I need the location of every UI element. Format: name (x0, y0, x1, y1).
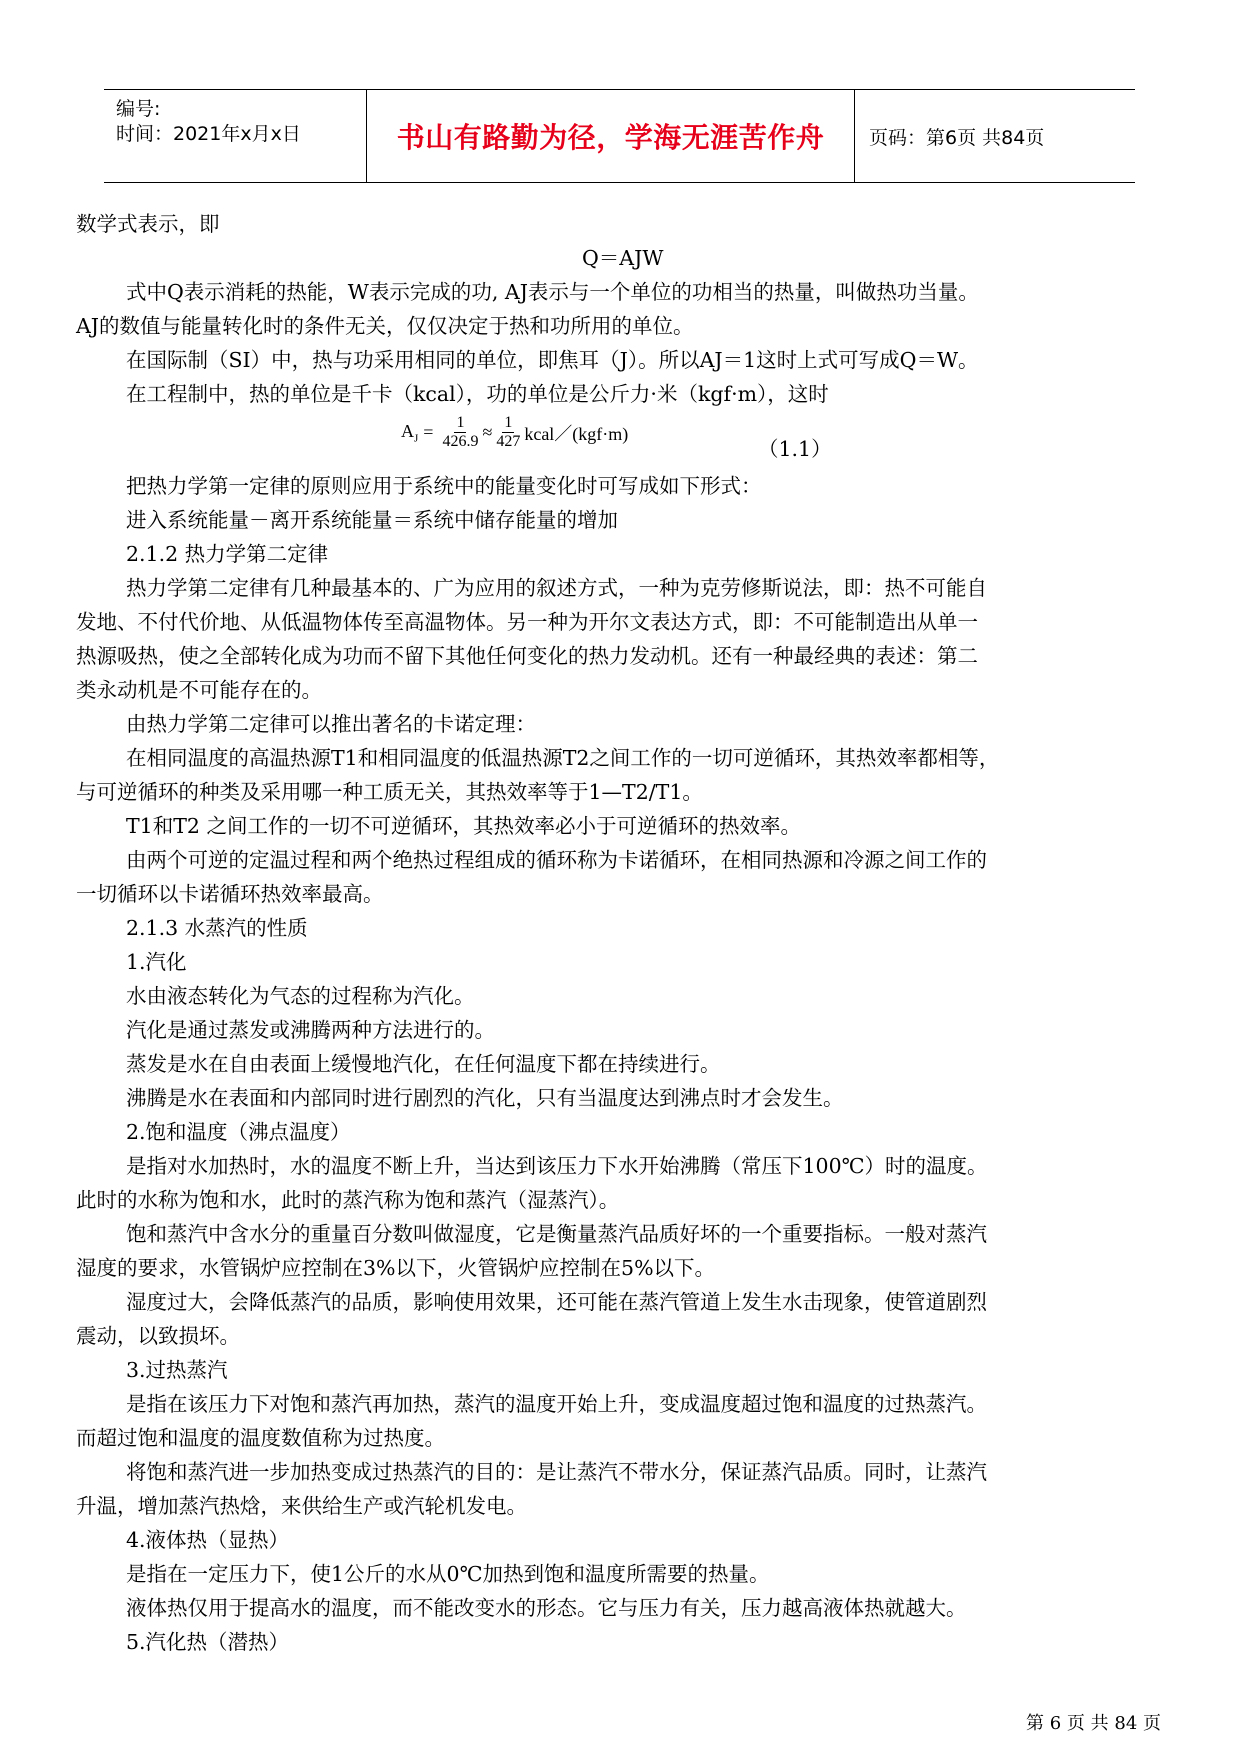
paragraph-line: 在工程制中，热的单位是千卡（kcal），功的单位是公斤力·米（kgf·m），这时 (126, 382, 829, 406)
document-time-label: 时间：2021年x月x日 (116, 123, 301, 145)
paragraph-line: 汽化是通过蒸发或沸腾两种方法进行的。 (126, 1018, 495, 1042)
paragraph-line: 而超过饱和温度的温度数值称为过热度。 (76, 1426, 445, 1450)
paragraph-line: 由两个可逆的定温过程和两个绝热过程组成的循环称为卡诺循环，在相同热源和冷源之间工作的 (126, 848, 987, 872)
paragraph-line: T1和T2 之间工作的一切不可逆循环，其热效率必小于可逆循环的热效率。 (126, 814, 801, 838)
paragraph-line: 此时的水称为饱和水，此时的蒸汽称为饱和蒸汽（湿蒸汽）。 (76, 1188, 620, 1212)
paragraph-line: 热力学第二定律有几种最基本的、广为应用的叙述方式，一种为克劳修斯说法，即：热不可能自 (126, 576, 987, 600)
document-number-label: 编号: (116, 98, 161, 120)
page-footer: 第 6 页 共 84 页 (1026, 1713, 1161, 1734)
formula-approx: ≈ (482, 422, 493, 442)
header-motto-cell (367, 90, 855, 182)
paragraph-line: 是指对水加热时，水的温度不断上升，当达到该压力下水开始沸腾（常压下100℃）时的温度。 (126, 1154, 988, 1178)
paragraph-line: 是指在该压力下对饱和蒸汽再加热，蒸汽的温度开始上升，变成温度超过饱和温度的过热蒸汽。 (126, 1392, 987, 1416)
paragraph-line: 数学式表示，即 (76, 212, 220, 236)
header-page-label: 页码：第6页 共84页 (869, 126, 1045, 149)
paragraph-line: 式中Q表示消耗的热能，W表示完成的功, AJ表示与一个单位的功相当的热量，叫做热功当量。 (126, 280, 979, 304)
formula-unit: kcal／(kgf·m) (524, 423, 629, 444)
paragraph-line: 是指在一定压力下，使1公斤的水从0℃加热到饱和温度所需要的热量。 (126, 1562, 770, 1586)
paragraph-line: 发地、不付代价地、从低温物体传至高温物体。另一种为开尔文表达方式，即：不可能制造出从单一 (76, 610, 978, 634)
page-header (104, 89, 1135, 183)
formula-number: （1.1） (758, 437, 832, 461)
header-motto: 书山有路勤为径，学海无涯苦作舟 (396, 121, 825, 154)
paragraph-line: 沸腾是水在表面和内部同时进行剧烈的汽化，只有当温度达到沸点时才会发生。 (126, 1086, 844, 1110)
section-heading: 2.1.2 热力学第二定律 (126, 542, 329, 566)
subsection-heading: 3.过热蒸汽 (126, 1358, 228, 1382)
paragraph-line: 一切循环以卡诺循环热效率最高。 (76, 882, 384, 906)
paragraph-line: 由热力学第二定律可以推出著名的卡诺定理： (126, 712, 536, 736)
paragraph-line: 水由液态转化为气态的过程称为汽化。 (126, 984, 475, 1008)
formula-lhs: $A_J$ (401, 420, 419, 445)
paragraph-line: 进入系统能量－离开系统能量＝系统中储存能量的增加 (126, 508, 618, 532)
paragraph-line: 蒸发是水在自由表面上缓慢地汽化，在任何温度下都在持续进行。 (126, 1052, 721, 1076)
subsection-heading: 4.液体热（显热） (126, 1528, 290, 1552)
paragraph-line: 与可逆循环的种类及采用哪一种工质无关，其热效率等于1—T2/T1。 (76, 780, 703, 804)
subsection-heading: 1.汽化 (126, 950, 187, 974)
paragraph-line: 震动，以致损坏。 (76, 1324, 240, 1348)
heat-work-equivalent-formula: $A_J$ = $\frac{1}{426.9}$ ≈ $\frac{1}{427}$ kcal／(kgf·m) (401, 414, 629, 450)
paragraph-line: 饱和蒸汽中含水分的重量百分数叫做湿度，它是衡量蒸汽品质好坏的一个重要指标。一般对蒸汽 (126, 1222, 987, 1246)
subsection-heading: 5.汽化热（潜热） (126, 1630, 290, 1654)
header-page-cell (855, 90, 1135, 182)
header-info-cell (104, 90, 367, 182)
paragraph-line: 液体热仅用于提高水的温度，而不能改变水的形态。它与压力有关，压力越高液体热就越大。 (126, 1596, 967, 1620)
paragraph-line: 热源吸热，使之全部转化成为功而不留下其他任何变化的热力发动机。还有一种最经典的表述：第二 (76, 644, 978, 668)
formula-q-ajw: Q＝AJW (582, 246, 664, 270)
paragraph-line: 把热力学第一定律的原则应用于系统中的能量变化时可写成如下形式： (126, 474, 762, 498)
subsection-heading: 2.饱和温度（沸点温度） (126, 1120, 351, 1144)
paragraph-line: 将饱和蒸汽进一步加热变成过热蒸汽的目的：是让蒸汽不带水分，保证蒸汽品质。同时，让蒸汽 (126, 1460, 987, 1484)
paragraph-line: AJ的数值与能量转化时的条件无关，仅仅决定于热和功所用的单位。 (76, 314, 694, 338)
paragraph-line: 在相同温度的高温热源T1和相同温度的低温热源T2之间工作的一切可逆循环，其热效率都相等， (126, 746, 1000, 770)
paragraph-line: 类永动机是不可能存在的。 (76, 678, 322, 702)
formula-fraction-1: $\frac{1}{426.9}$ (442, 414, 479, 450)
formula-fraction-2: $\frac{1}{427}$ (496, 414, 521, 450)
section-heading: 2.1.3 水蒸汽的性质 (126, 916, 308, 940)
paragraph-line: 湿度过大，会降低蒸汽的品质，影响使用效果，还可能在蒸汽管道上发生水击现象，使管道剧烈 (126, 1290, 987, 1314)
paragraph-line: 升温，增加蒸汽热焓，来供给生产或汽轮机发电。 (76, 1494, 527, 1518)
paragraph-line: 在国际制（SI）中，热与功采用相同的单位，即焦耳（J）。所以AJ＝1这时上式可写成Q＝W。 (126, 348, 979, 372)
paragraph-line: 湿度的要求，水管锅炉应控制在3%以下，火管锅炉应控制在5%以下。 (76, 1256, 716, 1280)
